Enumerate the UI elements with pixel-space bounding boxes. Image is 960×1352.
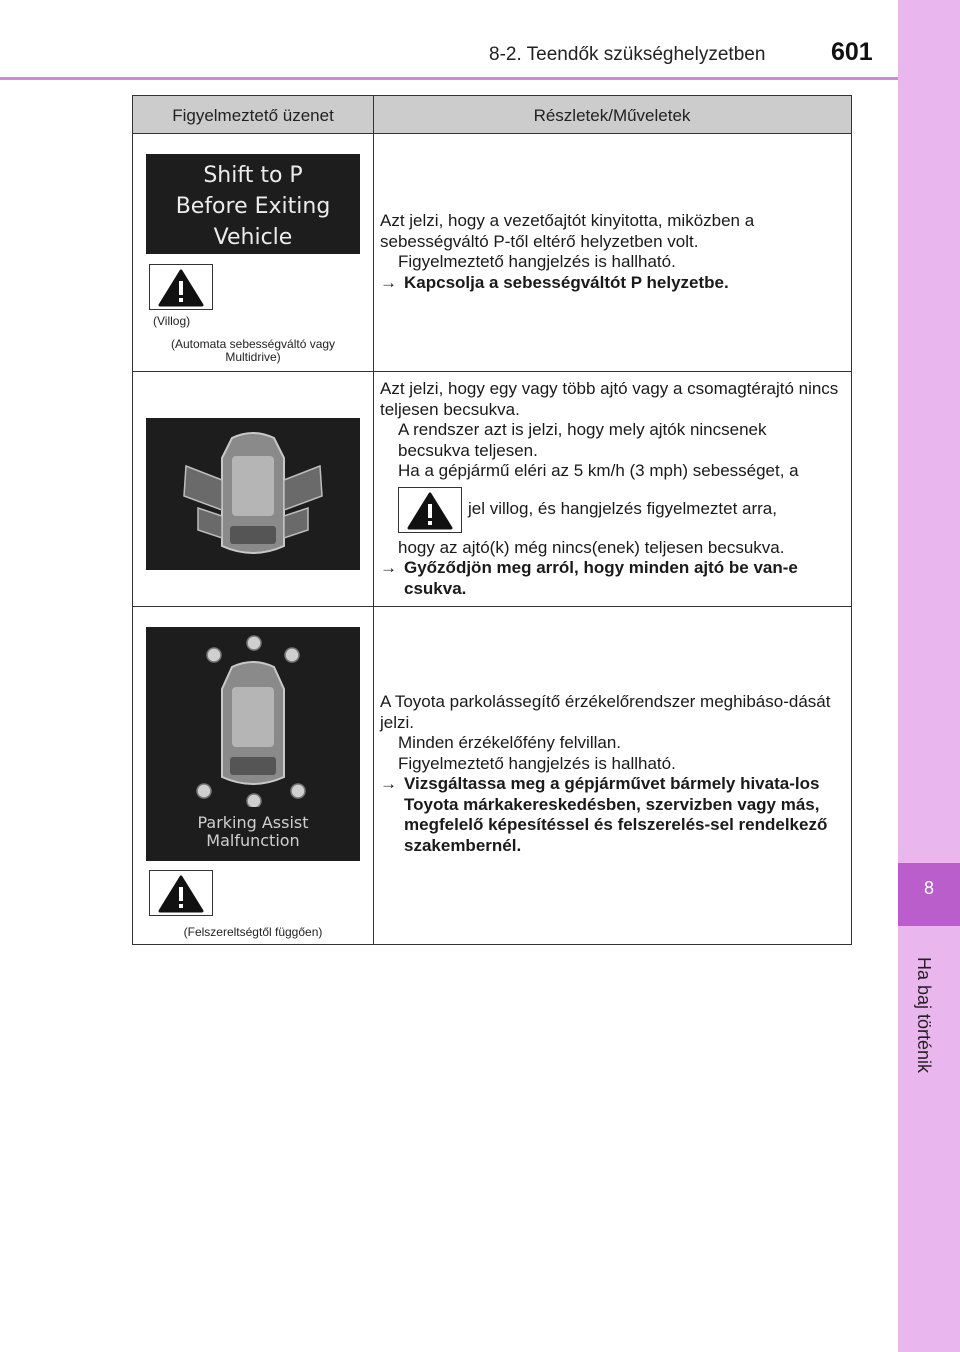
- action-text: Vizsgáltassa meg a gépjárművet bármely hivata-los Toyota márkakereskedésben, szervizben vagy más, megfelelő képesítéssel és felszerelés-sel rendelkező szakembernél.: [404, 774, 828, 855]
- action-text: Győződjön meg arról, hogy minden ajtó be van-e csukva.: [404, 558, 798, 598]
- chapter-sidebar: [898, 0, 960, 1352]
- display-line: Vehicle: [213, 225, 293, 250]
- warning-triangle-icon: [149, 264, 213, 310]
- transmission-note: (Automata sebességváltó vagy Multidrive): [170, 337, 336, 364]
- shift-to-p-display: [146, 154, 360, 254]
- parking-assist-display: [146, 627, 360, 861]
- column-header-details: Részletek/Műveletek: [533, 106, 691, 125]
- display-line: Shift to P: [203, 163, 303, 188]
- detail-text: Azt jelzi, hogy egy vagy több ajtó vagy a csomagtérajtó nincs teljesen becsukva.: [380, 379, 839, 419]
- display-line: Before Exiting: [175, 194, 331, 219]
- car-parking-sensors-icon: [146, 627, 360, 807]
- car-open-doors-icon: [146, 418, 360, 570]
- action-text: Kapcsolja a sebességváltót P helyzetbe.: [404, 272, 729, 292]
- row-divider: [133, 606, 851, 607]
- detail-text: Minden érzékelőfény felvillan.: [398, 733, 622, 752]
- detail-text: Azt jelzi, hogy a vezetőajtót kinyitotta, miközben a sebességváltó P-től eltérő helyzetben volt.: [380, 211, 755, 251]
- arrow-icon: →: [380, 272, 397, 292]
- arrow-icon: →: [380, 558, 397, 577]
- chapter-title: Ha baj történik: [914, 957, 934, 1074]
- page-number: 601: [831, 38, 873, 66]
- detail-text: Figyelmeztető hangjelzés is hallható.: [398, 252, 676, 271]
- detail-text: jel villog, és hangjelzés figyelmeztet arra,: [468, 499, 777, 519]
- warning-message-table: [132, 95, 852, 945]
- detail-text: Ha a gépjármű eléri az 5 km/h (3 mph) sebességet, a: [398, 461, 799, 480]
- door-open-display: [146, 418, 360, 570]
- row-divider: [133, 371, 851, 372]
- icon-caption: (Villog): [153, 314, 191, 328]
- warning-triangle-icon: [149, 870, 213, 916]
- detail-text: hogy az ajtó(k) még nincs(enek) teljesen becsukva.: [398, 537, 785, 557]
- section-title: 8-2. Teendők szükséghelyzetben: [489, 44, 766, 65]
- arrow-icon: →: [380, 774, 397, 793]
- warning-triangle-icon: [398, 487, 462, 533]
- chapter-number: 8: [923, 878, 934, 898]
- row-2-details: [380, 379, 840, 599]
- display-line: Parking Assist: [197, 813, 309, 832]
- column-header-message: Figyelmeztető üzenet: [172, 106, 334, 125]
- column-divider: [373, 96, 374, 944]
- detail-text: A Toyota parkolássegítő érzékelőrendszer meghibáso-dását jelzi.: [380, 692, 831, 732]
- icon-caption: (Felszereltségtől függően): [183, 925, 323, 939]
- display-line: Malfunction: [206, 831, 300, 850]
- table-header: [133, 96, 851, 134]
- header-rule: [0, 77, 898, 80]
- detail-text: Figyelmeztető hangjelzés is hallható.: [398, 753, 676, 773]
- row-3-details: [380, 692, 842, 856]
- row-1-details: [380, 211, 840, 293]
- detail-text: A rendszer azt is jelzi, hogy mely ajtók nincsenek becsukva teljesen.: [398, 420, 767, 460]
